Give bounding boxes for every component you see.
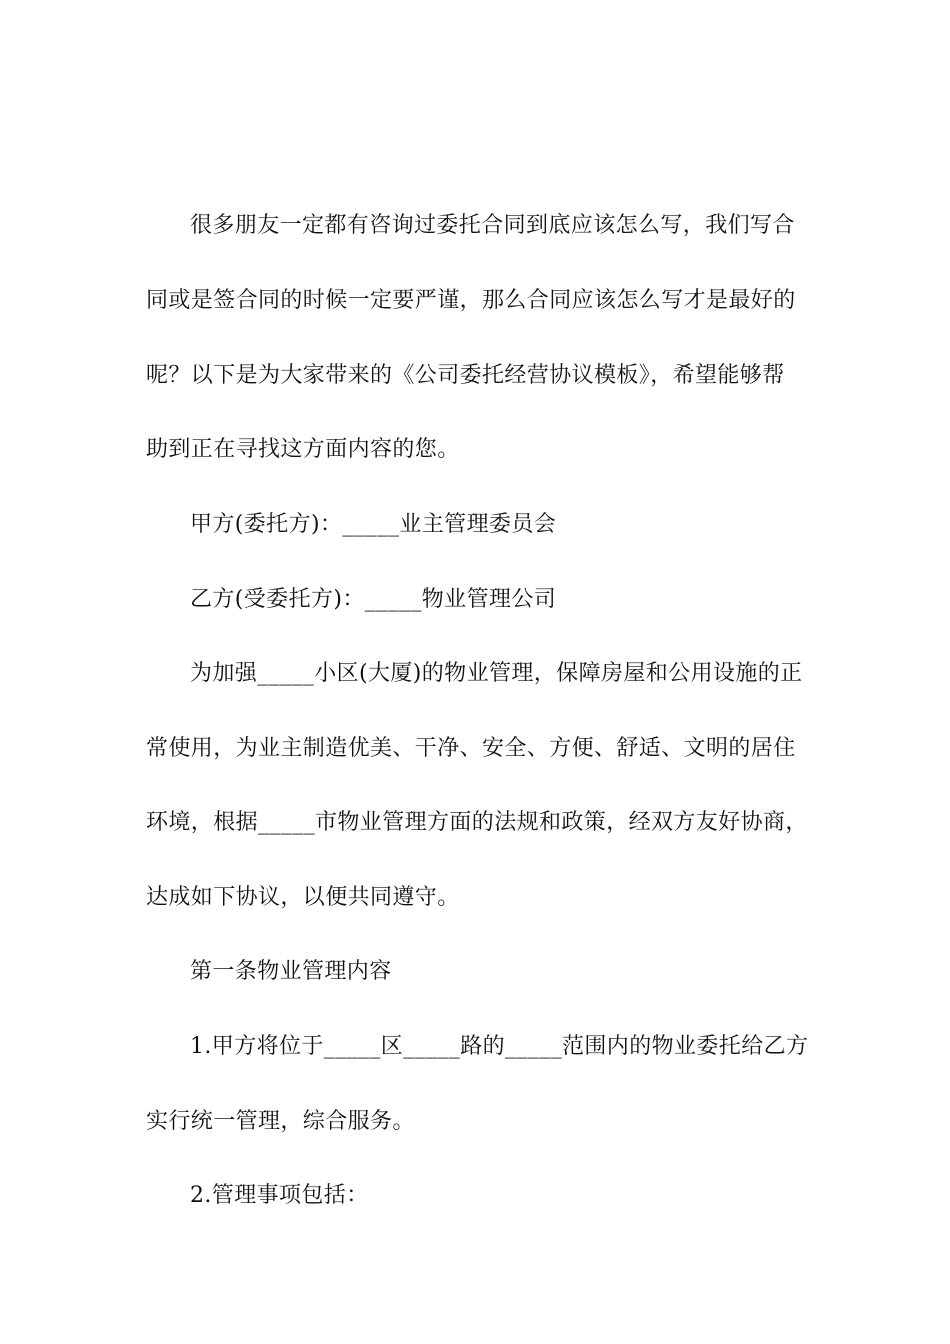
article-one-heading: 第一条物业管理内容 bbox=[190, 959, 392, 984]
clause-1-line-2: 实行统一管理，综合服务。 bbox=[146, 1109, 415, 1134]
purpose-paragraph-line-1: 为加强_____小区(大厦)的物业管理，保障房屋和公用设施的正 bbox=[190, 661, 803, 686]
intro-paragraph-line-4: 助到正在寻找这方面内容的您。 bbox=[146, 437, 460, 462]
intro-paragraph-line-1: 很多朋友一定都有咨询过委托合同到底应该怎么写，我们写合 bbox=[190, 213, 795, 238]
purpose-paragraph-line-2: 常使用，为业主制造优美、干净、安全、方便、舒适、文明的居住 bbox=[146, 736, 796, 761]
clause-2-line-1: 2.管理事项包括： bbox=[190, 1183, 369, 1208]
clause-1-line-1: 1.甲方将位于_____区_____路的_____范围内的物业委托给乙方 bbox=[190, 1034, 809, 1059]
party-a-line: 甲方(委托方)：_____业主管理委员会 bbox=[190, 512, 557, 537]
party-b-line: 乙方(受委托方)：_____物业管理公司 bbox=[190, 587, 557, 612]
intro-paragraph-line-2: 同或是签合同的时候一定要严谨，那么合同应该怎么写才是最好的 bbox=[146, 288, 796, 313]
purpose-paragraph-line-4: 达成如下协议，以便共同遵守。 bbox=[146, 885, 460, 910]
purpose-paragraph-line-3: 环境，根据_____市物业管理方面的法规和政策，经双方友好协商， bbox=[146, 810, 808, 835]
intro-paragraph-line-3: 呢？以下是为大家带来的《公司委托经营协议模板》，希望能够帮 bbox=[146, 363, 785, 388]
